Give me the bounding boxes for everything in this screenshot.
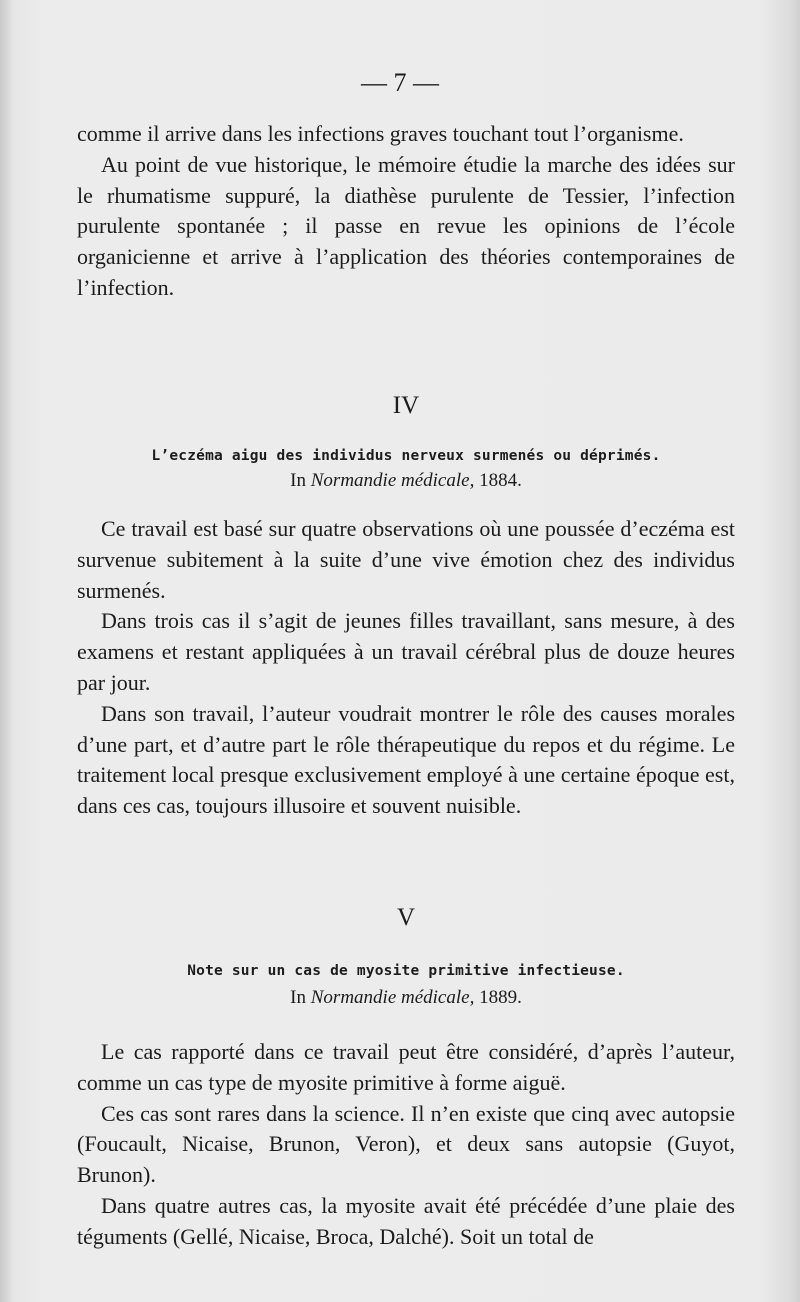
section-v-title: Note sur un cas de myosite primitive infectieuse. [187, 963, 625, 979]
source-journal: Normandie médicale, [310, 470, 475, 491]
section-v-source [77, 987, 735, 1009]
section-v-numeral: V [396, 904, 416, 931]
source-prefix: In [290, 987, 306, 1008]
section-iv-body [77, 514, 735, 822]
paragraph: Ces cas sont rares dans la science. Il n’en existe que cinq avec autopsie (Foucault, Nicaise, Brunon, Veron), et deux sans autopsie (Guyot, Brunon). [77, 1100, 735, 1188]
section-iv-numeral: IV [392, 392, 420, 419]
section-iv-title: L’eczéma aigu des individus nerveux surmenés ou déprimés. [151, 448, 661, 464]
source-year: 1889. [479, 987, 522, 1008]
paragraph: Dans quatre autres cas, la myosite avait été précédée d’une plaie des téguments (Gellé, Nicaise, Broca, Dalché). Soit un total de [77, 1192, 735, 1249]
paragraph: Dans trois cas il s’agit de jeunes filles travaillant, sans mesure, à des examens et restant appliquées à un travail cérébral plus de douze heures par jour. [77, 608, 735, 695]
paragraph: Au point de vue historique, le mémoire étudie la marche des idées sur le rhumatisme suppuré, la diathèse purulente de Tessier, l’infection purulente spontanée ; il passe en revue les opinions de l’école organicienne et arrive à l’application des théories contemporaines de l’infection. [77, 151, 735, 300]
source-year: 1884. [479, 470, 522, 491]
source-journal: Normandie médicale, [310, 987, 475, 1008]
section-iv-source [77, 470, 735, 492]
intro-text-block [77, 119, 735, 304]
paragraph: Le cas rapporté dans ce travail peut être considéré, d’après l’auteur, comme un cas type de myosite primitive à forme aiguë. [77, 1039, 735, 1095]
paragraph: Ce travail est basé sur quatre observations où une poussée d’eczéma est survenue subitement à la suite d’une vive émotion chez des individus surmenés. [77, 516, 735, 603]
section-v-body [77, 1037, 735, 1253]
paragraph: comme il arrive dans les infections graves touchant tout l’organisme. [77, 121, 684, 146]
page-number: — 7 — [361, 68, 439, 97]
paragraph: Dans son travail, l’auteur voudrait montrer le rôle des causes morales d’une part, et d’autre part le rôle thérapeutique du repos et du régime. Le traitement local presque exclusivement employé à une certaine époque est, dans ces cas, toujours illusoire et souvent nuisible. [77, 700, 735, 819]
source-prefix: In [290, 470, 306, 491]
